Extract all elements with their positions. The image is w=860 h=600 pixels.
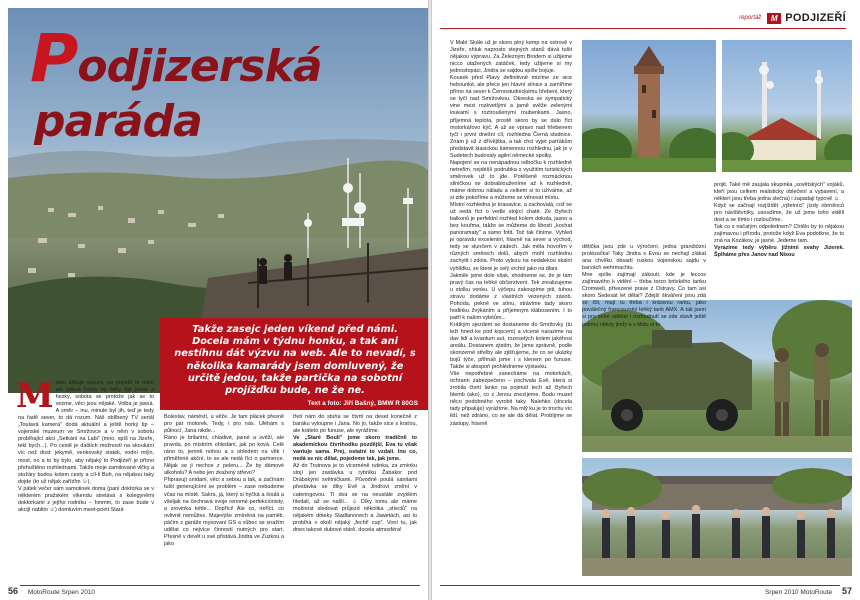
paragraph <box>16 376 154 486</box>
paragraph: Mne spíše zajímají zákouti, kde je leccos zajímavého k vidění – třeba torzo britského tanku Cromwell, přivezené prave z Ostravy. Co tam asi skoro Sedesát let dělal? Zdejší škváření jsou zdá se čili, mají tu třeba i krásivou raritu, jako poválečný francouzský lehký tank AMX. A tak jsem si pro sebe udělali i rozhodnutí se zde stavit ještě jednou někdy jindy a v klidu si to <box>582 272 706 328</box>
magazine-logo-icon: M <box>767 13 781 24</box>
paragraph: Krátkým sjezdem se dostaneme do Smržovky (tu leží hned ke pod kopcem) a vícené narazime na dav lidí a kvantum aut, rozesetých kolem jakéhosi areálu. Dostanem zjistím, že jsme správně, podle skonzerné střelby ale zjišťujeme, že co se ukázky bojů týče, přihnali jsme i s klenem po funuse. Takže si alespoň prohlédneme výstavku. <box>450 321 572 371</box>
paragraph: V Malé Skále už je skoro plný kemp na ostrově v Jizeře, shluk naprosto stejných stanů dává tušit nějakou výpravu. Za Železným Brodem si užijeme nicco utažených zatáček, tedy užijeme si my jednostopáci, Jindra se sajdou spíše bojuje. <box>450 40 572 75</box>
issue-date: Srpen 2010 <box>61 589 96 596</box>
paragraph: Ve „Staré Bouli" jsme skoro tradičně to akademickou čtvrthodku pozdější, Eva tu však vantuje sama. Prej, ostatní to vzdali. Inu co, nedá se nic dělat, pojedeme tak, jak jsme. <box>293 435 417 463</box>
paragraph: Napojení se na nenápadnou odbočku k rozhledně netrefím, nejdéšíí podrubka s využitím turistických směrovek už to jde. Potěšeně rozmácknou silničkou se dobrablouženíme až k rozhledně, máme dobrou náladu a celkem si to užíváme, až si zde pokoříme a můžeme se věnovat místu. <box>450 159 572 202</box>
lead-text: Takže zasejc jeden víkend před námi. Docela mám v týdnu honku, a tak ani nestíhnu dát výzvu na web. Ale to nevadí, s několika kamarády jsem domluvený, že určitě jedou, takže partička na sobotní projížďku bude, ne že ne. <box>174 324 416 397</box>
left-column-2 <box>164 414 284 548</box>
article-title <box>30 20 322 147</box>
left-column-1 <box>16 376 154 514</box>
paragraph: Kousek před Plavy definitivně mizíme ze sice hebounké, ale přece jen hlavní silnice a zamíříme přímo na sever k Černostudnickému hřebeni, který se tyčí nad Smržovkou. Okreska se sympatický vine mezi rozkvetlými a jarně svěže zelenými loukami s roztroušenými roubenkami. Jasno, příjemná teplota, prostě skoro by se dalo říct motorkářovo kýč. A už se vpravo nad hřebenem tyčí i první dnešní cíl, rozhledna Černá studnice. Znám ji už z dřívějška, a tak chci vyjet parťákům představit klasickou kamennou rozhlednu, jak je v Sudetech budovaly agilní německé spolky. <box>450 75 572 159</box>
paragraph-text: eteo slibuje azzuro, po pravdě to mám ale pěkně fronty by měly být jasno a hezky, sobota se protože jak se to vezme, věci jsou nějaké. Volba je jasná. A směr – inu, minule byl jih, teď je tedy na řadě sever, to dá rozum. Náš oblíbený TV seriál „Toulavá kamera" dodá aktuální a ještě horký tip – vojenské muzeum ve Smržovce a v něm v sobotu probíhající akci „Setkání na Labi" (mno, spíš na Jizeře, tekl bych...). Po cestě je dalších možností na skoukání víc než dost: jekymě, venkovský statek, vodní mlýn, most, no a to by bylo, aby nějaký to Podjizeří je přímo přehuštěno rozhlednami. Takže moje zamilované vlčky a stožáry budou kolem cesty a cíl-li Buh, na nějakou taky dojde (to už nějak zaříd!m ☺). <box>18 380 154 485</box>
paragraph: Místní rozhledna je krasavice, a zachovalá, což se už nedá říct o vedle stojící chatě. Ze čtyřech balkonů je perfektní rozhled kolem dokola, jasno a bez kouřma, takže se můžeme do libosti „kochat panoramaty" a samo fotit. Tož tak činíme. Vyhled je opravdu excelentní, hlavně na sever a východ, tedy se slunčem v zádech. Jak měla hovořím v různých směrech dolů, abych mohl rozhlednu zachytit i zdola. Proto vylezu na nedalekou skalní vyhlídku, ze které je celý vrchol jako na dlani. <box>450 202 572 272</box>
page-footer-right <box>765 586 852 596</box>
page-number: 57 <box>841 586 852 596</box>
section-rubric <box>739 12 846 24</box>
lead-box <box>160 318 428 410</box>
title-initial: P <box>30 20 78 97</box>
paragraph: Vyrazíme tedy výběru jižními svahy Jizerek. Šplháme přes Janov nad Nisou <box>714 245 844 259</box>
right-column-3 <box>714 182 844 260</box>
paragraph: V pátek večer sám samotinek doma (paní doktorka se v některém pražském víkendu stretává s kolegyněmi doktorkami z jejího rodníku – hmmm, to zase bude v akcijí nablito ☺) domluvím meet-point Stará <box>18 485 154 513</box>
header-rule <box>440 28 846 29</box>
section-title: PODJIZEŘÍ <box>785 12 846 24</box>
rubric-label: reportáž <box>739 15 762 21</box>
paragraph: Když se začnají rozjíždět „výletníci" jízdy obrněnců pro návštěvníky, usoudíme, že už jsme toho viděli dost a se tímto i rozloučíme. <box>714 203 844 224</box>
right-page <box>432 0 860 600</box>
page-number: 56 <box>8 586 19 596</box>
title-line-2: paráda <box>34 96 202 147</box>
drop-cap: M <box>16 376 54 416</box>
issue-date: Srpen 2010 <box>764 589 799 596</box>
photo-lookout-chalet <box>722 40 852 172</box>
paragraph: Jakmile jsme dole však, shodneme se, že je tam pravý čas na lehké občerstvení. Tek zrealizujeme u stolku venku. U výčepu zakoupíme piti, tuhou stravu dodáme z vlastních vezených zásob. Pohoda, pekně ve stínu, strávíme tady skoro hodinku žvýkáním a příjemným klábosením. I to patří k našim výletům... <box>450 272 572 321</box>
left-page <box>0 0 428 600</box>
tower-illustration <box>582 40 716 172</box>
left-column-3 <box>293 414 417 534</box>
paragraph: Vše nepotřebné zanecháme na motorkách, ochrann zabezpečeno – pochvala Evě, která si zrobila čtvrtí lanko na pojmutí tech až čtyřech blemb (ako), co z Jenou znezíjeme. Budu muset něco podobného vyrobit taky. Nalehko (docela tady připaluje) vyrážíme. Na mlý ku je to trochu víc lidí, než zdráno, co se ale dá dělat. Probíjíme se zástupy, hlavně <box>450 371 572 427</box>
photo-museum-crowd <box>582 458 852 576</box>
magazine-name: MotoRoute <box>27 589 60 596</box>
magazine-name: MotoRoute <box>800 589 833 596</box>
crowd-illustration <box>582 458 852 576</box>
paragraph: dětička jsou zde u výročení, jedna grandiózní prolézačka! Taky Jindra s Evou se nechají zlákat ana chvílku obsadí ruskou vojenskou sajdu v barvách wehrmachtu. <box>582 244 706 272</box>
paragraph: Ráno je brilantní, chladivé, jasné a svěží, ale pravda, po místním ohledání, jak po ková. Celé ráno to, jemně nohou a s ohledem na věk i přiměřené akční, to se ale nedá řící o partnerce. Nějak se ji nechce z peleru... Že by dámové alkoholu? A nebo jen zkažený střevo? <box>164 435 284 477</box>
author-credit: Text a foto: Jiří Bašný, BMW R 80GS <box>307 400 418 407</box>
chalet-illustration <box>722 40 852 172</box>
page-footer-left <box>8 586 95 596</box>
paragraph: projit. Také mě zaujala skupinka „sovětských" vojáků, kteří jsou celkem realisticky oblečení a vybavení, a některí jsou třeba jedna slečna) i zapadají typově ☺. <box>714 182 844 203</box>
paragraph: Připravují snídani, věci s sebou a tak, a začínám tušit generujícími se problém – zase nebudeme včas na místě. Sakra, já, který si hýčká a šoulá a všeljak na čechravá svoje renomé perfekcionisty, a zrovinka tohle... Dopříci! Ale co, neříct, co ovlivnit nemůžes. Majevýše zmíněná na paměti, páčim z garáže mysovaní GS a vůbec se snažím udělat co nejvíce činností nutných pro start. Přesně v devět u své přistává Jindra ve Zuzkou a jako <box>164 477 284 547</box>
photo-stone-lookout-tower <box>582 40 716 172</box>
paragraph: Až do Trutnova je to víceméně rutinka, za zmínku stojí jen zastávka u rybníku Žabakor pod Drábskými světničkami. Původně poulá sanitami přestávka se díky Evě a Jindrovi změní v cateringovou. Ti dva se na neustále zvyklém hledali, až se našli... ☺ Díky tomu ale máme možnost sledovat průjezd několika „stíeclů" na nějakém doteky Stadlanonech a Jawetách, asi to probíhá v okolí nějaký „fecht! cup". Voní tu, jak dnes takové dubové stárě, docela atmosféra! <box>293 463 417 533</box>
right-column-2 <box>582 244 706 329</box>
paragraph: třetí nám do stuha se čtvrtí na deset konečně z baráku vyloupne i Jana. No jo, takže sice s kraťou, ale kráteto po funuse, ale vyrážíme. <box>293 414 417 435</box>
paragraph: Boleslav, náměstí, u věže. Je tam plácek přesně pro pár motorek. Tedy, i pro nás. Uléhám s půlnocí, Jana nikde... <box>164 414 284 435</box>
paragraph: Tak co s načatým odpolednem? Chtělo by to nějakou zajímavou i přírodu, protože když Eva podotkne, že to zná na Kozákov, je jasné. Jedeme tam. <box>714 224 844 245</box>
title-line-1: odjizerská <box>77 41 322 92</box>
right-column-1 <box>450 40 572 428</box>
